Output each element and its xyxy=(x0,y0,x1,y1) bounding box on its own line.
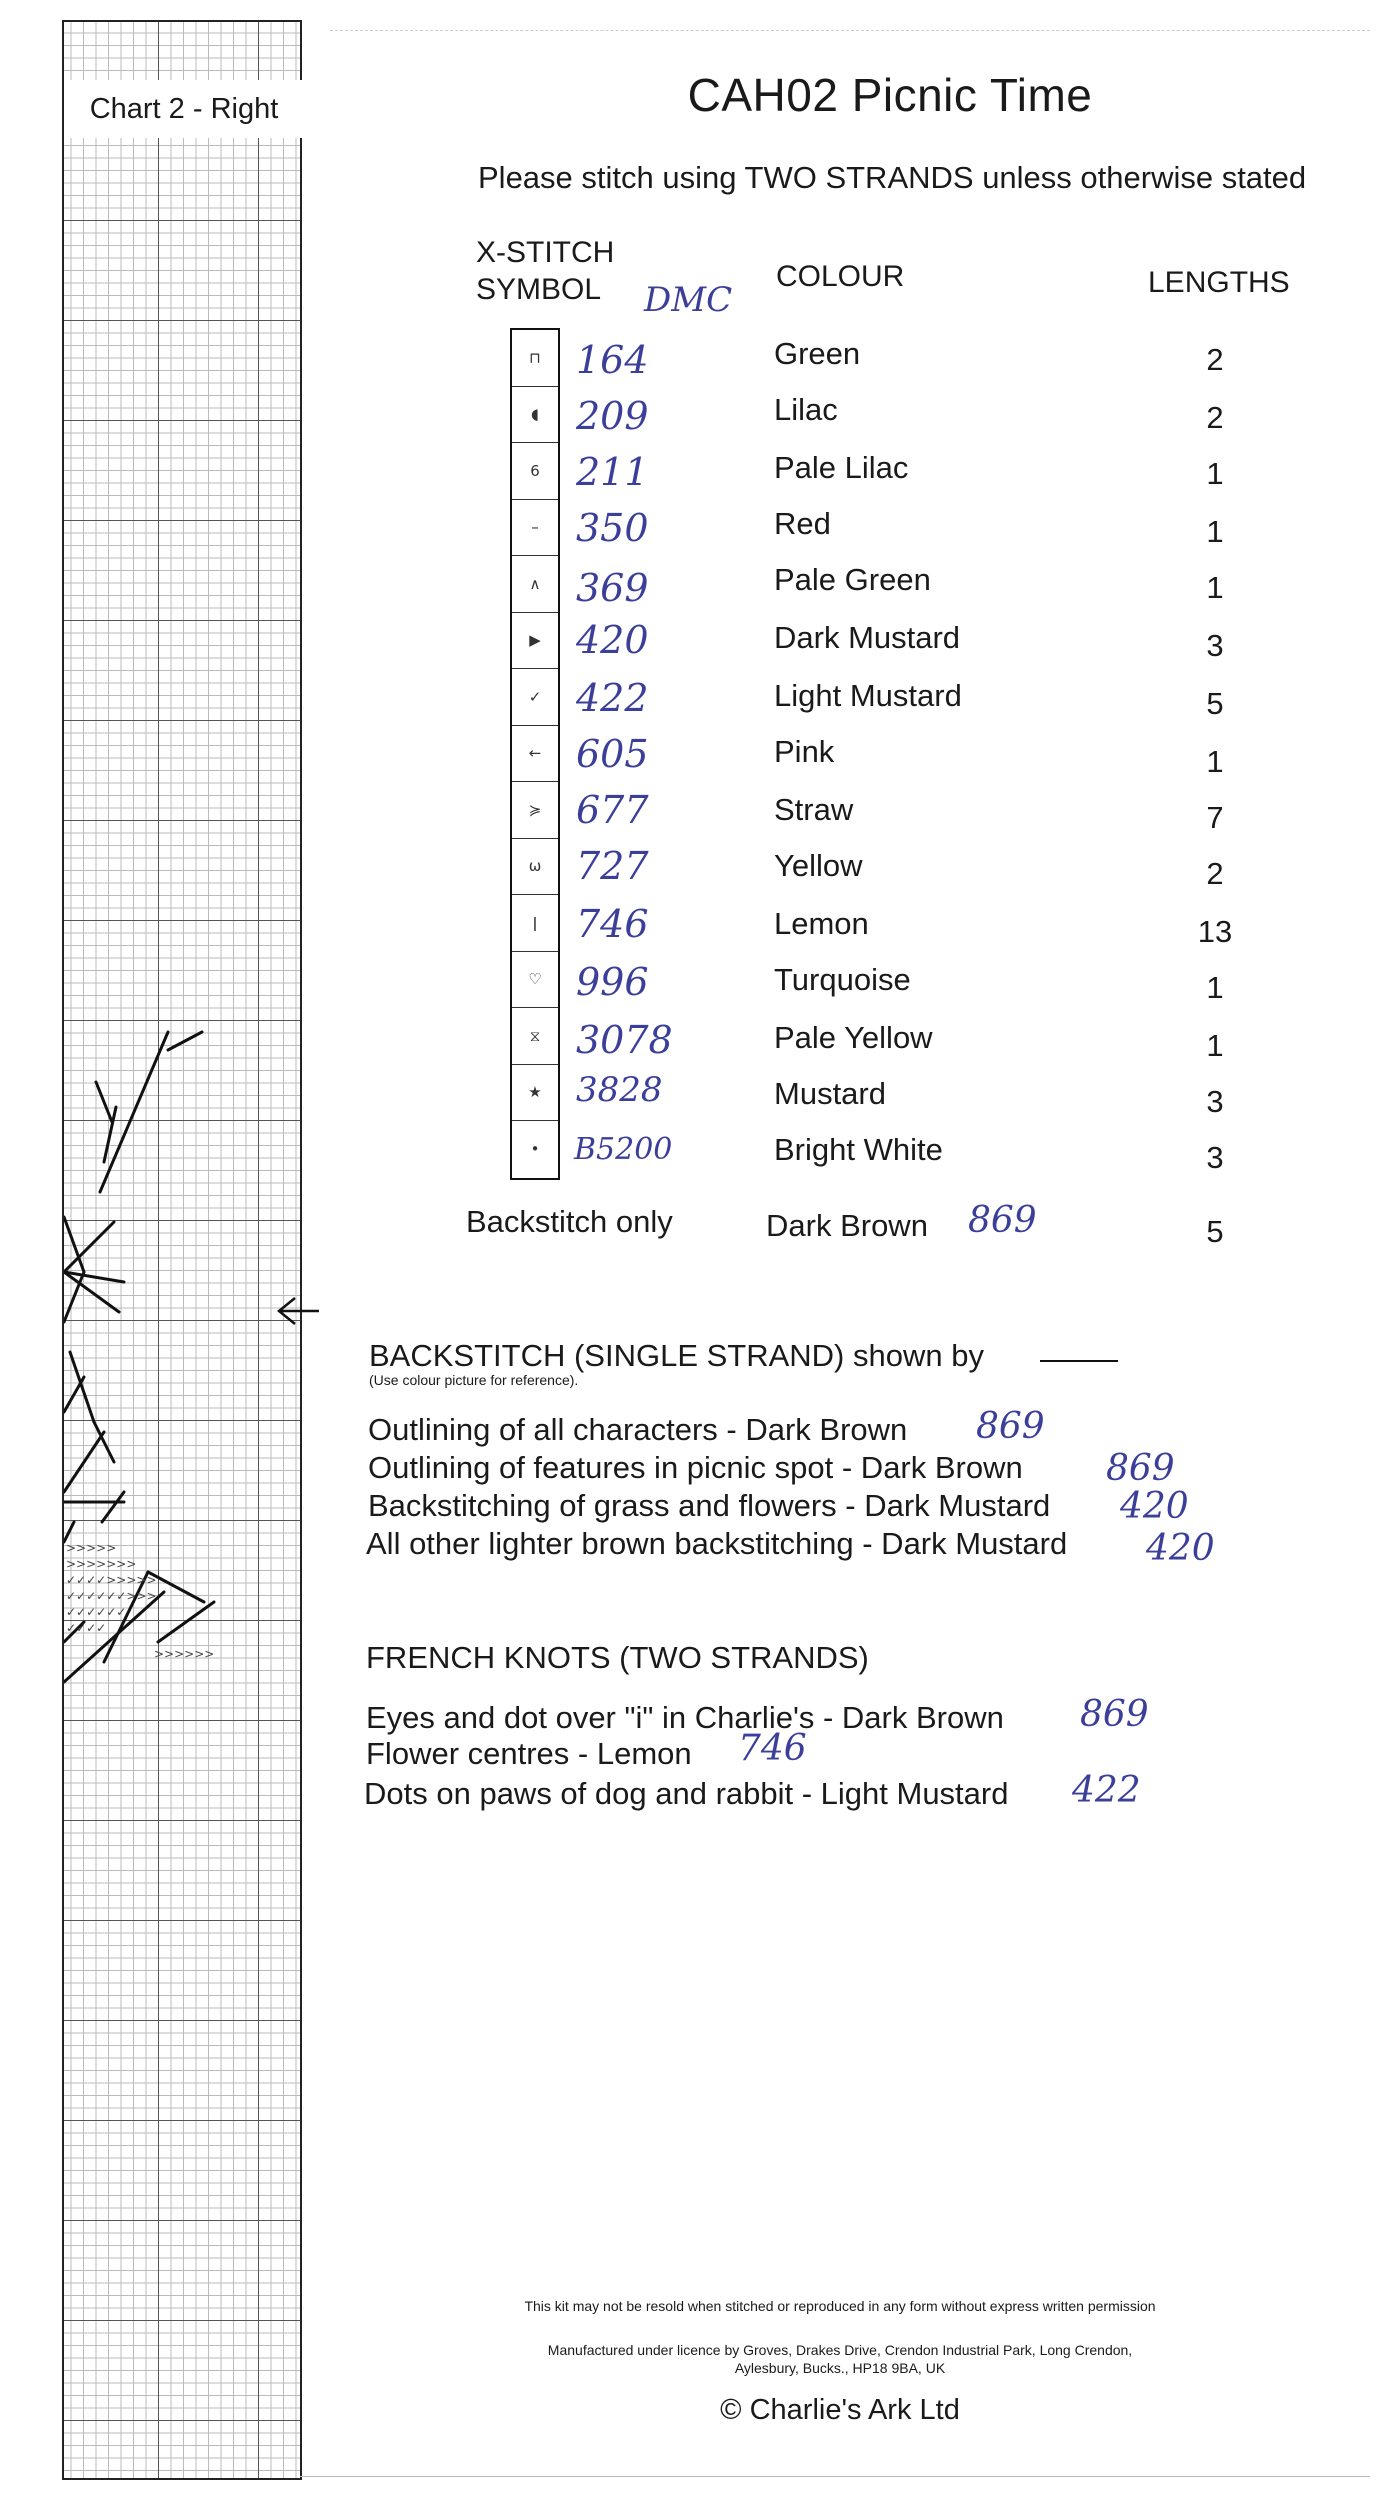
dmc-number: 996 xyxy=(576,960,649,1004)
french-knot-instruction: Dots on paws of dog and rabbit - Light Mustard xyxy=(364,1776,1009,1811)
french-knot-dmc: 746 xyxy=(738,1728,807,1769)
symbol-cell: ★ xyxy=(512,1065,558,1122)
length-value: 3 xyxy=(1206,1140,1224,1175)
symbol-header: X-STITCH SYMBOL xyxy=(476,236,615,306)
length-value: 5 xyxy=(1206,686,1224,721)
backstitch-instruction: All other lighter brown backstitching - Dark Mustard xyxy=(366,1526,1068,1561)
length-value: 3 xyxy=(1206,628,1224,663)
symbol-cell: • xyxy=(530,1140,540,1159)
length-value: 7 xyxy=(1206,800,1224,835)
top-border xyxy=(330,30,1370,31)
backstitch-instruction: Outlining of all characters - Dark Brown xyxy=(368,1412,908,1447)
backstitch-instruction: Backstitching of grass and flowers - Dark Mustard xyxy=(368,1488,1051,1523)
dmc-number: 422 xyxy=(576,676,649,720)
dmc-number: 164 xyxy=(576,338,649,382)
svg-text:>>>>>: >>>>> xyxy=(66,1541,117,1555)
length-value: 13 xyxy=(1197,914,1233,949)
backstitch-only-dmc: 869 xyxy=(968,1200,1037,1241)
french-knot-instruction: Eyes and dot over "i" in Charlie's - Dark Brown xyxy=(366,1700,1004,1735)
colour-name: Straw xyxy=(774,792,854,827)
dmc-number: 369 xyxy=(576,566,649,610)
length-value: 1 xyxy=(1206,1028,1224,1063)
backstitch-instruction: Outlining of features in picnic spot - Dark Brown xyxy=(368,1450,1023,1485)
symbol-cell: ▶ xyxy=(512,613,558,670)
length-value: 2 xyxy=(1206,400,1224,435)
chart-grid xyxy=(62,20,302,2480)
svg-text:✓✓✓✓>>>>>: ✓✓✓✓>>>>> xyxy=(66,1573,157,1587)
chart-label: Chart 2 - Right xyxy=(64,80,304,138)
length-value: 2 xyxy=(1206,856,1224,891)
french-knot-dmc: 869 xyxy=(1080,1694,1149,1735)
symbol-cell: 6 xyxy=(512,443,558,500)
dmc-number: 727 xyxy=(576,844,649,888)
length-value: 1 xyxy=(1206,970,1224,1005)
symbol-cell: ⧖ xyxy=(512,1008,558,1065)
dmc-number: 350 xyxy=(576,506,649,550)
french-knots-heading: FRENCH KNOTS (TWO STRANDS) xyxy=(366,1640,869,1675)
colour-name: Mustard xyxy=(774,1076,886,1111)
colour-name: Pale Yellow xyxy=(774,1020,933,1055)
licence-line-1: Manufactured under licence by Groves, Drakes Drive, Crendon Industrial Park, Long Crendon, xyxy=(547,2342,1133,2358)
bottom-border xyxy=(300,2476,1370,2477)
dmc-number: 420 xyxy=(576,618,649,662)
backstitch-only-colour: Dark Brown xyxy=(766,1208,928,1243)
svg-text:✓✓✓✓: ✓✓✓✓ xyxy=(66,1621,107,1635)
copyright: © Charlie's Ark Ltd xyxy=(720,2394,960,2426)
svg-text:>>>>>>: >>>>>> xyxy=(154,1647,215,1661)
dmc-number: 3828 xyxy=(576,1070,663,1110)
svg-text:✓✓✓✓✓✓>>>: ✓✓✓✓✓✓>>> xyxy=(66,1589,157,1603)
backstitch-heading: BACKSTITCH (SINGLE STRAND) shown by xyxy=(369,1338,984,1373)
colour-name: Yellow xyxy=(774,848,863,883)
page-title: CAH02 Picnic Time xyxy=(687,69,1093,121)
backstitch-only-length: 5 xyxy=(1206,1214,1224,1249)
colour-header: COLOUR xyxy=(776,260,905,293)
dmc-number: B5200 xyxy=(574,1132,673,1167)
backstitch-dmc: 869 xyxy=(976,1406,1045,1447)
svg-text:>>>>>>>: >>>>>>> xyxy=(66,1557,137,1571)
backstitch-dmc: 869 xyxy=(1106,1448,1175,1489)
dmc-number: 209 xyxy=(576,394,649,438)
dmc-number: 3078 xyxy=(576,1018,673,1062)
colour-name: Pale Green xyxy=(774,562,931,597)
symbol-cell: ∧ xyxy=(512,556,558,613)
symbol-cell: ω xyxy=(512,839,558,896)
backstitch-dmc: 420 xyxy=(1146,1528,1215,1569)
symbol-cell: ◖ xyxy=(512,387,558,444)
symbol-cell: ♡ xyxy=(512,952,558,1009)
length-value: 1 xyxy=(1206,570,1224,605)
french-knot-dmc: 422 xyxy=(1072,1770,1141,1811)
svg-text:✓✓✓✓✓✓: ✓✓✓✓✓✓ xyxy=(66,1605,127,1619)
chart-backstitch-drawing xyxy=(64,22,304,2482)
symbol-cell: – xyxy=(512,500,558,557)
dmc-number: 211 xyxy=(576,450,649,494)
subtitle: Please stitch using TWO STRANDS unless otherwise stated xyxy=(478,160,1307,195)
colour-name: Lilac xyxy=(774,392,838,427)
length-value: 1 xyxy=(1206,514,1224,549)
symbol-cell: ǀ xyxy=(512,895,558,952)
dmc-number: 605 xyxy=(576,732,649,776)
dmc-number: 677 xyxy=(576,788,649,832)
symbol-cell: ← xyxy=(512,726,558,783)
length-value: 3 xyxy=(1206,1084,1224,1119)
symbol-cell: ⊓ xyxy=(512,330,558,387)
colour-name: Pink xyxy=(774,734,835,769)
colour-name: Bright White xyxy=(774,1132,943,1167)
backstitch-line-sample xyxy=(1040,1360,1118,1362)
dmc-number: 746 xyxy=(576,902,649,946)
colour-name: Red xyxy=(774,506,831,541)
length-value: 2 xyxy=(1206,342,1224,377)
licence-line-2: Aylesbury, Bucks., HP18 9BA, UK xyxy=(734,2360,946,2376)
symbol-cell: ≽ xyxy=(512,782,558,839)
resale-notice: This kit may not be resold when stitched or reproduced in any form without express written permission xyxy=(524,2298,1156,2314)
symbol-cell: ✓ xyxy=(512,669,558,726)
colour-name: Pale Lilac xyxy=(774,450,909,485)
backstitch-only-label: Backstitch only xyxy=(466,1204,673,1239)
symbol-column xyxy=(510,328,560,1180)
colour-name: Lemon xyxy=(774,906,869,941)
colour-name: Light Mustard xyxy=(774,678,962,713)
french-knot-instruction: Flower centres - Lemon xyxy=(366,1736,692,1771)
length-value: 1 xyxy=(1206,744,1224,779)
backstitch-note: (Use colour picture for reference). xyxy=(369,1372,579,1388)
dmc-header: DMC xyxy=(644,280,733,320)
backstitch-dmc: 420 xyxy=(1120,1486,1189,1527)
colour-name: Turquoise xyxy=(774,962,911,997)
colour-name: Green xyxy=(774,336,861,371)
length-value: 1 xyxy=(1206,456,1224,491)
colour-name: Dark Mustard xyxy=(774,620,961,655)
lengths-header: LENGTHS xyxy=(1148,266,1290,299)
chart-centre-arrow-icon xyxy=(273,1296,319,1326)
